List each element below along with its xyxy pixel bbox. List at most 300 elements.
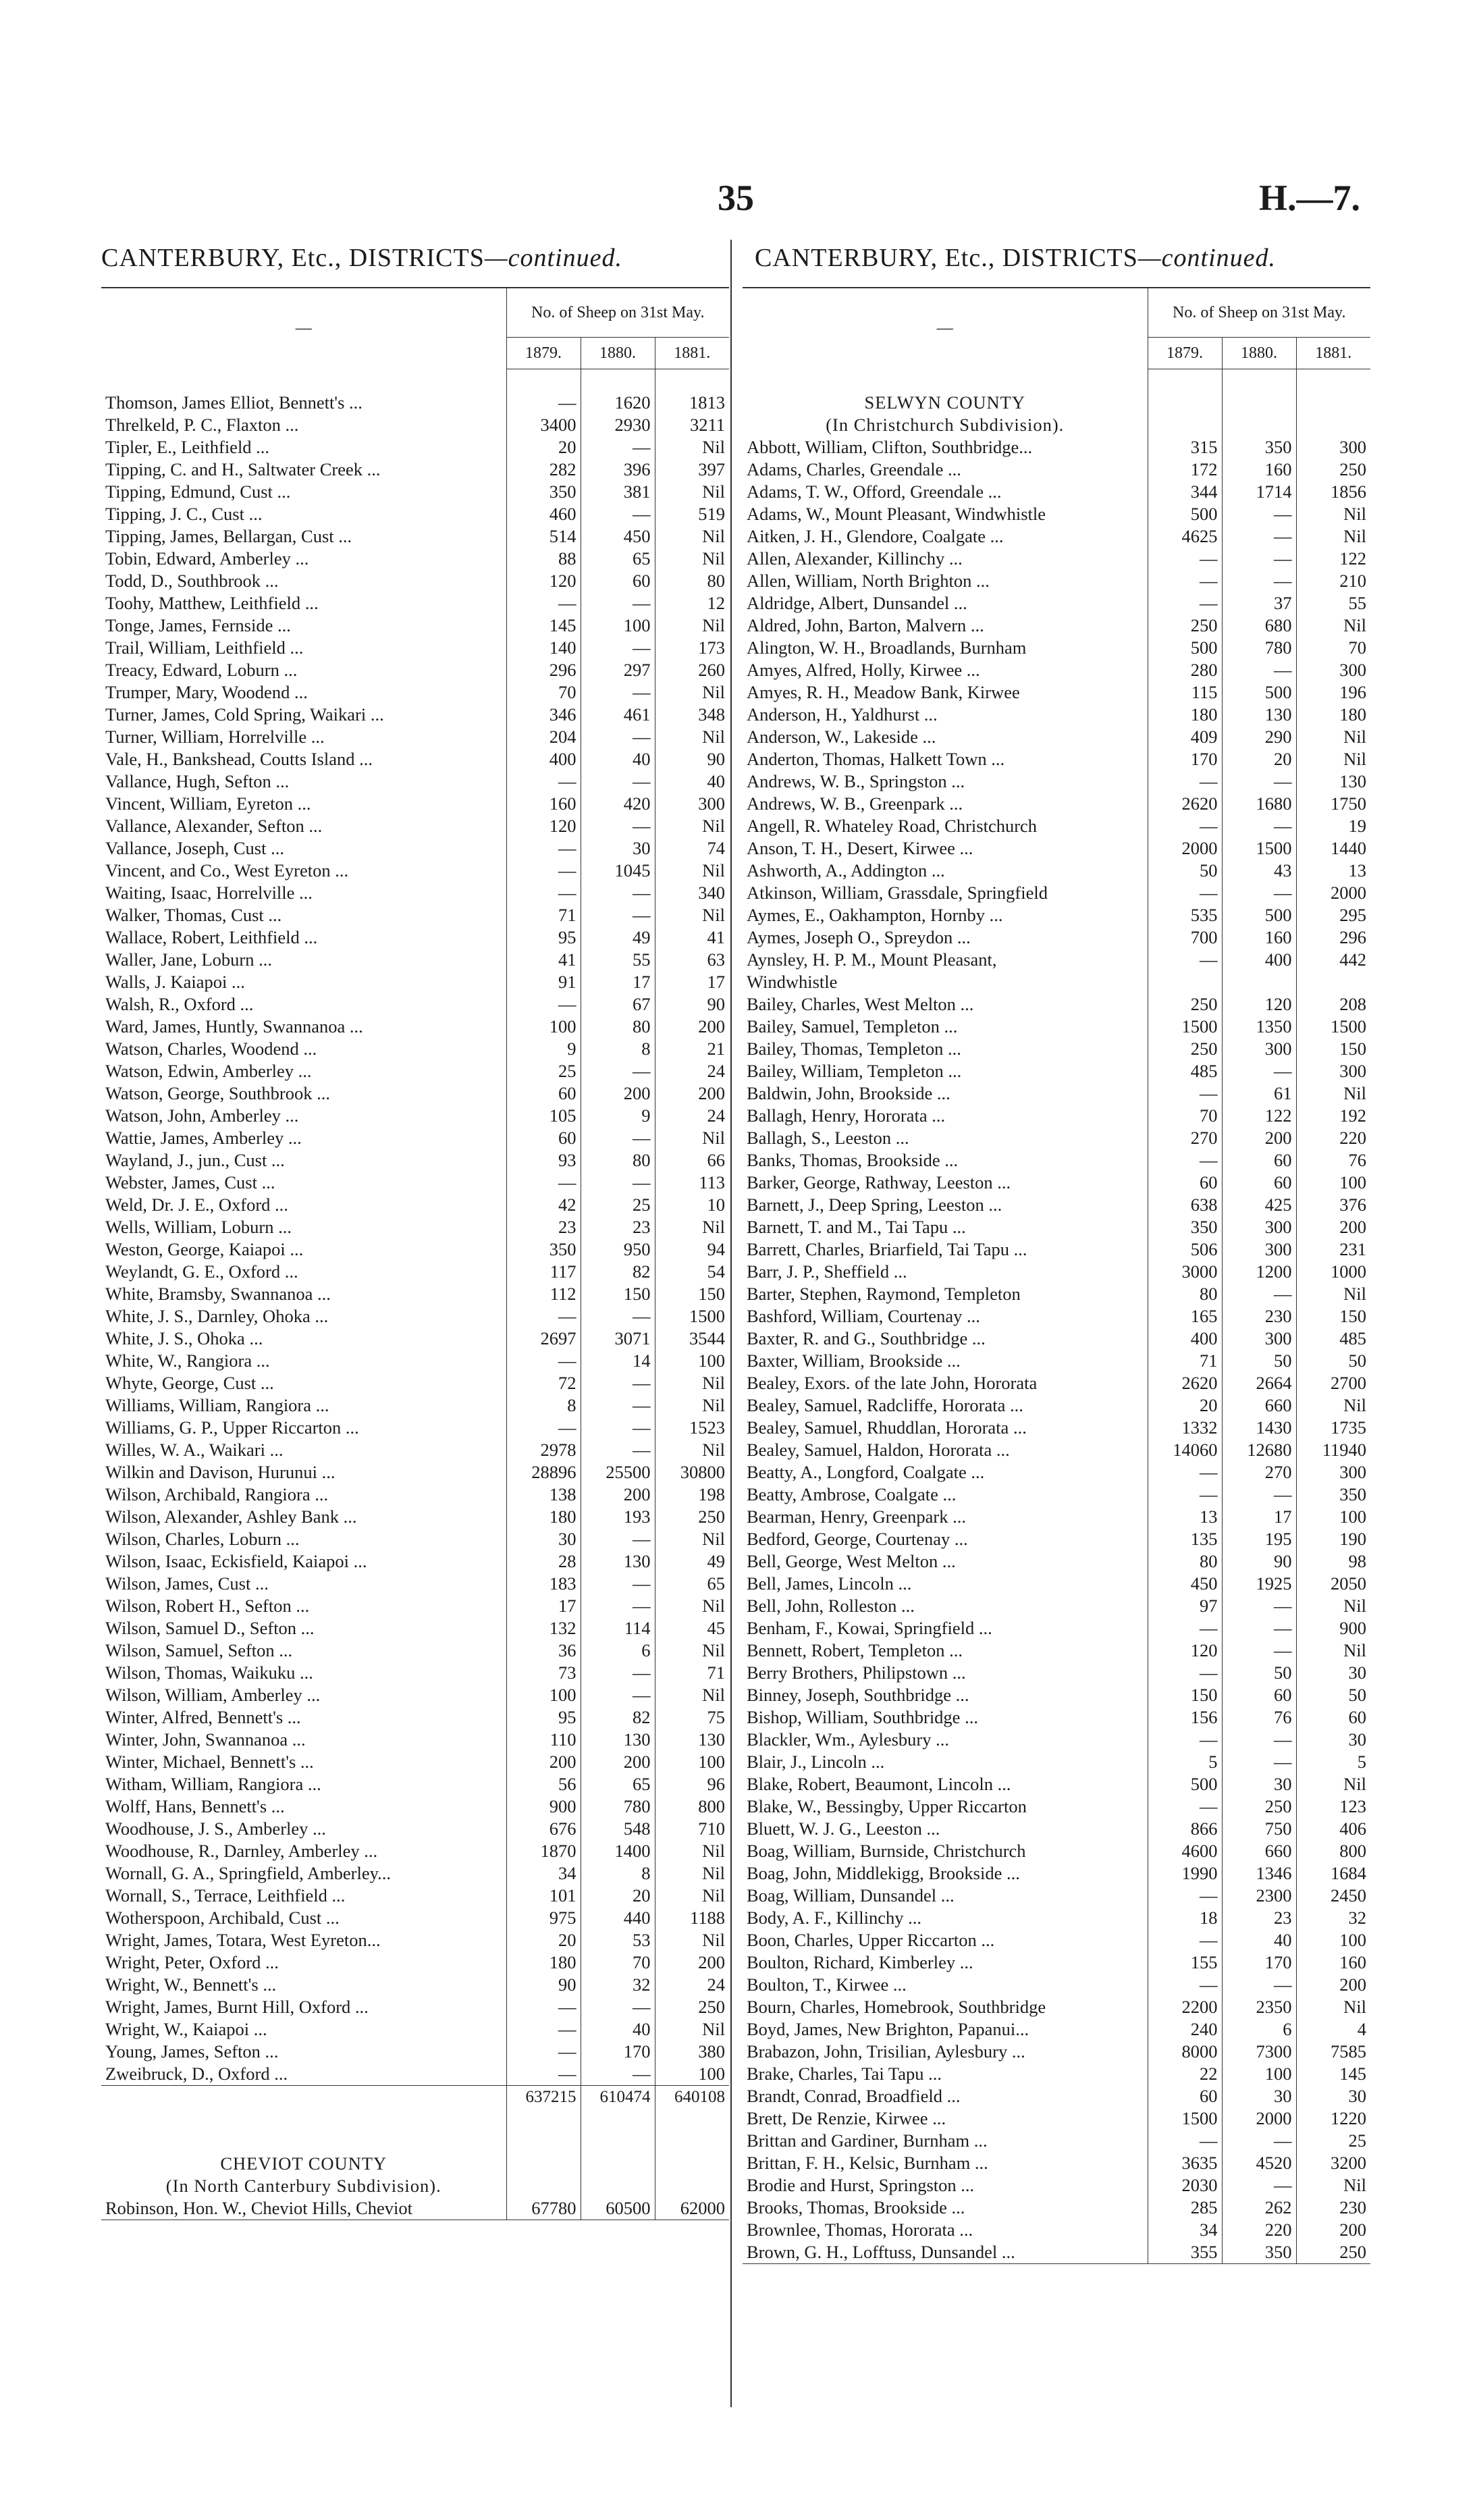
sheep-count-1881: Nil <box>1296 1996 1370 2018</box>
sheep-count-1881: 220 <box>1296 1127 1370 1149</box>
owner-name: Wilson, Thomas, Waikuku ... <box>105 1662 313 1683</box>
sheep-count-1880: 67 <box>581 993 655 1016</box>
sheep-count-1879: 70 <box>1148 1105 1222 1127</box>
table-row <box>743 1350 1370 1372</box>
table-row <box>743 860 1370 882</box>
sheep-count-1880: — <box>581 1573 655 1595</box>
sheep-count-1880: 396 <box>581 458 655 481</box>
owner-name: Brake, Charles, Tai Tapu ... <box>747 2064 942 2084</box>
owner-name: Threlkeld, P. C., Flaxton ... <box>105 415 299 435</box>
table-row <box>743 2107 1370 2130</box>
sheep-count-1881: 200 <box>1296 2219 1370 2241</box>
sheep-count-1881: Nil <box>655 1684 729 1706</box>
sheep-count-1879: — <box>1148 1662 1222 1684</box>
right-year-1881: 1881. <box>1296 338 1370 369</box>
table-row <box>743 637 1370 659</box>
table-row <box>743 2130 1370 2152</box>
sheep-count-1880: 30 <box>1222 2085 1296 2107</box>
table-row <box>743 1238 1370 1261</box>
table-row <box>743 1016 1370 1038</box>
owner-name: Bealey, Exors. of the late John, Hororata <box>747 1373 1038 1393</box>
sheep-count-1881: Nil <box>1296 1394 1370 1417</box>
sheep-count-1880: — <box>1222 770 1296 793</box>
table-row <box>743 1528 1370 1550</box>
owner-name: Tobin, Edward, Amberley ... <box>105 548 309 569</box>
sheep-count-1880: — <box>1222 570 1296 592</box>
owner-name: Brownlee, Thomas, Hororata ... <box>747 2220 973 2240</box>
sheep-count-1880: 450 <box>581 525 655 548</box>
owner-name: Bailey, Thomas, Templeton ... <box>747 1039 961 1059</box>
sheep-count-1881: 122 <box>1296 548 1370 570</box>
sheep-count-1881: 150 <box>655 1283 729 1305</box>
sheep-count-1879: 514 <box>506 525 581 548</box>
left-total-1879: 637215 <box>506 2086 581 2109</box>
table-row <box>743 614 1370 637</box>
sheep-count-1880: 40 <box>581 748 655 770</box>
table-row <box>101 1417 729 1439</box>
sheep-count-1879: 500 <box>1148 1773 1222 1795</box>
cheviot-row-1880: 60500 <box>581 2197 655 2220</box>
sheep-count-1881: 90 <box>655 748 729 770</box>
sheep-count-1881: Nil <box>1296 1283 1370 1305</box>
table-row <box>743 837 1370 860</box>
table-row <box>743 2197 1370 2219</box>
table-row <box>101 1216 729 1238</box>
table-row <box>743 1974 1370 1996</box>
sheep-count-1879: 20 <box>1148 1394 1222 1417</box>
table-row <box>743 548 1370 570</box>
owner-name: Walls, J. Kaiapoi ... <box>105 972 245 992</box>
sheep-count-1881: Nil <box>1296 726 1370 748</box>
sheep-count-1881: 173 <box>655 637 729 659</box>
sheep-count-1880: 65 <box>581 548 655 570</box>
sheep-count-1879: — <box>506 770 581 793</box>
left-table-body <box>101 369 729 2086</box>
sheep-count-1879: — <box>1148 815 1222 837</box>
table-row <box>101 458 729 481</box>
sheep-count-1881: Nil <box>655 436 729 458</box>
owner-name: Wotherspoon, Archibald, Cust ... <box>105 1908 340 1928</box>
table-row <box>743 882 1370 904</box>
sheep-count-1880: 65 <box>581 1773 655 1795</box>
sheep-count-1880: 6 <box>581 1639 655 1662</box>
sheep-count-1881: 24 <box>655 1974 729 1996</box>
sheep-count-1880: 300 <box>1222 1328 1296 1350</box>
left-totals-row <box>101 2086 729 2109</box>
sheep-count-1880: 9 <box>581 1105 655 1127</box>
owner-name: Trumper, Mary, Woodend ... <box>105 682 308 702</box>
right-column <box>743 287 1370 2515</box>
table-row <box>101 1862 729 1885</box>
sheep-count-1880: 8 <box>581 1862 655 1885</box>
sheep-count-1879: 3400 <box>506 414 581 436</box>
sheep-count-1879: 400 <box>506 748 581 770</box>
sheep-count-1879: 296 <box>506 659 581 681</box>
sheep-count-1879: 150 <box>1148 1684 1222 1706</box>
sheep-count-1879: 9 <box>506 1038 581 1060</box>
table-row <box>743 2041 1370 2063</box>
sheep-count-1881: 300 <box>1296 1461 1370 1484</box>
sheep-count-1879: 1990 <box>1148 1862 1222 1885</box>
sheep-count-1879: 3635 <box>1148 2152 1222 2174</box>
owner-name: Willes, W. A., Waikari ... <box>105 1440 284 1460</box>
owner-name: Amyes, Alfred, Holly, Kirwee ... <box>747 660 980 680</box>
sheep-count-1881: 25 <box>1296 2130 1370 2152</box>
sheep-count-1880: — <box>1222 882 1296 904</box>
sheep-count-1880: 2300 <box>1222 1885 1296 1907</box>
sheep-count-1880: 440 <box>581 1907 655 1929</box>
sheep-count-1879: 280 <box>1148 659 1222 681</box>
table-row <box>743 1105 1370 1127</box>
owner-name: Beatty, A., Longford, Coalgate ... <box>747 1462 985 1482</box>
sheep-count-1879: 23 <box>506 1216 581 1238</box>
sheep-count-1881: 198 <box>655 1484 729 1506</box>
sheep-count-1881: 50 <box>1296 1350 1370 1372</box>
sheep-count-1880: — <box>581 1060 655 1082</box>
table-row <box>743 2063 1370 2085</box>
sheep-count-1879: 165 <box>1148 1305 1222 1328</box>
table-row <box>743 2174 1370 2197</box>
owner-name: Turner, James, Cold Spring, Waikari ... <box>105 704 384 725</box>
sheep-count-1880: 150 <box>581 1283 655 1305</box>
sheep-count-1881: 13 <box>1296 860 1370 882</box>
owner-name: Vallance, Hugh, Sefton ... <box>105 771 290 791</box>
sheep-count-1879: 140 <box>506 637 581 659</box>
sheep-count-1881: 11940 <box>1296 1439 1370 1461</box>
sheep-count-1880: 43 <box>1222 860 1296 882</box>
sheep-count-1879: 88 <box>506 548 581 570</box>
sheep-count-1880: 500 <box>1222 681 1296 704</box>
sheep-count-1881: 2000 <box>1296 882 1370 904</box>
sheep-count-1881: 17 <box>655 971 729 993</box>
sheep-count-1880: 25500 <box>581 1461 655 1484</box>
sheep-count-1880: — <box>581 1417 655 1439</box>
sheep-count-1879: 73 <box>506 1662 581 1684</box>
sheep-count-1879: — <box>1148 1149 1222 1172</box>
sheep-count-1879: 20 <box>506 436 581 458</box>
owner-name: Turner, William, Horrelville ... <box>105 727 325 747</box>
table-row <box>743 681 1370 704</box>
table-row <box>743 1127 1370 1149</box>
table-row <box>101 1550 729 1573</box>
sheep-count-1879: 460 <box>506 503 581 525</box>
sheep-count-1879: 13 <box>1148 1506 1222 1528</box>
sheep-count-1880: 195 <box>1222 1528 1296 1550</box>
sheep-count-1880: 3071 <box>581 1328 655 1350</box>
owner-name: Winter, John, Swannanoa ... <box>105 1729 306 1750</box>
owner-name: Weston, George, Kaiapoi ... <box>105 1239 304 1259</box>
sheep-count-1879: — <box>1148 1795 1222 1818</box>
sheep-count-1880: 660 <box>1222 1840 1296 1862</box>
sheep-count-1879: 34 <box>506 1862 581 1885</box>
sheep-count-1880: 130 <box>581 1550 655 1573</box>
table-row <box>101 1194 729 1216</box>
right-table-body <box>743 369 1370 2264</box>
cheviot-county-name: CHEVIOT COUNTY <box>220 2153 387 2174</box>
owner-name: Todd, D., Southbrook ... <box>105 571 279 591</box>
owner-name: Barter, Stephen, Raymond, Templeton <box>747 1284 1021 1304</box>
table-row <box>743 1706 1370 1729</box>
sheep-count-1881: 41 <box>655 926 729 949</box>
table-row <box>101 1016 729 1038</box>
sheep-count-1879: 180 <box>506 1506 581 1528</box>
sheep-count-1880: 262 <box>1222 2197 1296 2219</box>
sheep-count-1880: 120 <box>1222 993 1296 1016</box>
sheep-count-1879: 900 <box>506 1795 581 1818</box>
sheep-count-1879: — <box>506 1350 581 1372</box>
sheep-count-1880: — <box>1222 1595 1296 1617</box>
table-row <box>743 1283 1370 1305</box>
owner-name: Watson, George, Southbrook ... <box>105 1083 331 1103</box>
table-row <box>743 1951 1370 1974</box>
sheep-count-1879: 22 <box>1148 2063 1222 2085</box>
sheep-count-1881: 71 <box>655 1662 729 1684</box>
sheep-count-1880: — <box>581 1595 655 1617</box>
table-row <box>101 1662 729 1684</box>
sheep-count-1880: 160 <box>1222 926 1296 949</box>
owner-name: Anson, T. H., Desert, Kirwee ... <box>747 838 973 858</box>
owner-name: Bealey, Samuel, Rhuddlan, Hororata ... <box>747 1417 1027 1438</box>
sheep-count-1881: 350 <box>1296 1484 1370 1506</box>
sheep-count-1879: 500 <box>1148 637 1222 659</box>
table-row <box>743 525 1370 548</box>
sheep-count-1879: 170 <box>1148 748 1222 770</box>
owner-name: Bishop, William, Southbridge ... <box>747 1707 978 1727</box>
owner-name: Aynsley, H. P. M., Mount Pleasant, <box>747 949 997 970</box>
sheep-count-1881: 32 <box>1296 1907 1370 1929</box>
owner-name: Anderson, H., Yaldhurst ... <box>747 704 938 725</box>
sheep-count-1881: Nil <box>1296 748 1370 770</box>
sheep-count-1880: 80 <box>581 1016 655 1038</box>
owner-name: Watson, John, Amberley ... <box>105 1105 299 1126</box>
owner-name: Berry Brothers, Philipstown ... <box>747 1662 966 1683</box>
sheep-count-1881: 200 <box>655 1082 729 1105</box>
sheep-count-1881: 710 <box>655 1818 729 1840</box>
owner-name: Boag, William, Dunsandel ... <box>747 1885 955 1906</box>
sheep-count-1881: 100 <box>655 2063 729 2086</box>
owner-name: Bailey, Charles, West Melton ... <box>747 994 974 1014</box>
table-row <box>101 1974 729 1996</box>
sheep-count-1879: 17 <box>506 1595 581 1617</box>
sheep-count-1879 <box>1148 971 1222 993</box>
sheep-count-1881: 130 <box>1296 770 1370 793</box>
left-year-1881: 1881. <box>655 338 729 369</box>
sheep-count-1881: Nil <box>655 815 729 837</box>
sheep-count-1881: 12 <box>655 592 729 614</box>
sheep-count-1879: — <box>1148 882 1222 904</box>
sheep-count-1879: 8000 <box>1148 2041 1222 2063</box>
table-row <box>101 525 729 548</box>
owner-name: Witham, William, Rangiora ... <box>105 1774 321 1794</box>
owner-name: Baxter, R. and G., Southbridge ... <box>747 1328 986 1348</box>
sheep-count-1879: 112 <box>506 1283 581 1305</box>
sheep-count-1879: 80 <box>1148 1550 1222 1573</box>
sheep-count-1879: 270 <box>1148 1127 1222 1149</box>
table-row <box>101 1305 729 1328</box>
owner-name: Wright, W., Bennett's ... <box>105 1974 277 1995</box>
owner-name: Vincent, William, Eyreton ... <box>105 793 311 814</box>
table-row <box>743 1907 1370 1929</box>
table-row <box>743 926 1370 949</box>
sheep-count-1880: — <box>1222 815 1296 837</box>
owner-name: Bell, James, Lincoln ... <box>747 1573 912 1594</box>
table-row <box>101 1773 729 1795</box>
table-row <box>743 1328 1370 1350</box>
owner-name: Ballagh, S., Leeston ... <box>747 1128 909 1148</box>
table-row <box>101 1461 729 1484</box>
sheep-count-1879: 535 <box>1148 904 1222 926</box>
owner-name: Aitken, J. H., Glendore, Coalgate ... <box>747 526 1004 546</box>
column-divider <box>730 240 732 2407</box>
sheep-count-1881: 70 <box>1296 637 1370 659</box>
sheep-count-1879: — <box>1148 1885 1222 1907</box>
sheep-count-1879: 200 <box>506 1751 581 1773</box>
owner-name: Boulton, Richard, Kimberley ... <box>747 1952 973 1972</box>
sheep-count-1880: 250 <box>1222 1795 1296 1818</box>
page-number: 35 <box>718 178 754 218</box>
sheep-count-1880: 270 <box>1222 1461 1296 1484</box>
sheep-count-1879: 2697 <box>506 1328 581 1350</box>
sheep-count-1881: 10 <box>655 1194 729 1216</box>
owner-name: Wornall, S., Terrace, Leithfield ... <box>105 1885 346 1906</box>
owner-name: Binney, Joseph, Southbridge ... <box>747 1685 969 1705</box>
sheep-count-1881: Nil <box>1296 1595 1370 1617</box>
owner-name: Thomson, James Elliot, Bennett's ... <box>105 392 363 413</box>
sheep-count-1881: 66 <box>655 1149 729 1172</box>
owner-name: Bedford, George, Courtenay ... <box>747 1529 968 1549</box>
sheep-count-1879: 409 <box>1148 726 1222 748</box>
sheep-count-1881: Nil <box>655 1216 729 1238</box>
table-row <box>743 1172 1370 1194</box>
sheep-count-1881: Nil <box>655 726 729 748</box>
sheep-count-1880: — <box>1222 1060 1296 1082</box>
table-row <box>101 1105 729 1127</box>
sheep-count-1879: — <box>506 993 581 1016</box>
table-row <box>101 882 729 904</box>
table-row <box>101 770 729 793</box>
table-row <box>101 436 729 458</box>
owner-name: Weylandt, G. E., Oxford ... <box>105 1261 298 1282</box>
left-title-suffix: —continued. <box>484 244 622 272</box>
sheep-count-1879: 60 <box>1148 2085 1222 2107</box>
sheep-count-1879: — <box>506 1417 581 1439</box>
sheep-count-1881: Nil <box>655 548 729 570</box>
sheep-count-1880: 30 <box>1222 1773 1296 1795</box>
table-row <box>743 1795 1370 1818</box>
sheep-count-1879: 115 <box>1148 681 1222 704</box>
sheep-count-1879: 2200 <box>1148 1996 1222 2018</box>
sheep-count-1881: 180 <box>1296 704 1370 726</box>
owner-name: Winter, Alfred, Bennett's ... <box>105 1707 301 1727</box>
table-row <box>743 1818 1370 1840</box>
owner-name: Brodie and Hurst, Springston ... <box>747 2175 975 2195</box>
owner-name: Wornall, G. A., Springfield, Amberley... <box>105 1863 392 1883</box>
table-row <box>101 1127 729 1149</box>
sheep-count-1879: — <box>506 1305 581 1328</box>
owner-name: Banks, Thomas, Brookside ... <box>747 1150 959 1170</box>
sheep-count-1879: — <box>1148 570 1222 592</box>
owner-name: Bluett, W. J. G., Leeston ... <box>747 1818 940 1839</box>
sheep-count-1879: 180 <box>1148 704 1222 726</box>
owner-name: Weld, Dr. J. E., Oxford ... <box>105 1195 288 1215</box>
sheep-count-1880: — <box>1222 659 1296 681</box>
sheep-count-1881: 145 <box>1296 2063 1370 2085</box>
owner-name: Boon, Charles, Upper Riccarton ... <box>747 1930 995 1950</box>
sheep-count-1881: 1684 <box>1296 1862 1370 1885</box>
owner-name: Brittan and Gardiner, Burnham ... <box>747 2130 988 2151</box>
sheep-count-1881: 208 <box>1296 993 1370 1016</box>
owner-name: Anderton, Thomas, Halkett Town ... <box>747 749 1005 769</box>
sheep-count-1879: 160 <box>506 793 581 815</box>
sheep-count-1879: 41 <box>506 949 581 971</box>
sheep-count-1880: — <box>581 1172 655 1194</box>
sheep-count-1880: 60 <box>1222 1684 1296 1706</box>
table-row <box>743 1038 1370 1060</box>
sheep-count-1880: — <box>581 2063 655 2086</box>
sheep-count-1880: 23 <box>1222 1907 1296 1929</box>
sheep-count-1881: 98 <box>1296 1550 1370 1573</box>
sheep-count-1879: 30 <box>506 1528 581 1550</box>
sheep-count-1880: 170 <box>581 2041 655 2063</box>
owner-name: Barker, George, Rathway, Leeston ... <box>747 1172 1011 1192</box>
sheep-count-1880: 53 <box>581 1929 655 1951</box>
sheep-count-1879: 120 <box>1148 1639 1222 1662</box>
table-row <box>101 1951 729 1974</box>
owner-name: Tipler, E., Leithfield ... <box>105 437 270 457</box>
sheep-count-1879: — <box>1148 592 1222 614</box>
table-row <box>743 704 1370 726</box>
sheep-count-1881: 1750 <box>1296 793 1370 815</box>
owner-name: Boyd, James, New Brighton, Papanui... <box>747 2019 1029 2039</box>
sheep-count-1880: 1500 <box>1222 837 1296 860</box>
sheep-count-1879: 400 <box>1148 1328 1222 1350</box>
sheep-count-1881: 30 <box>1296 1662 1370 1684</box>
owner-name: Watson, Edwin, Amberley ... <box>105 1061 312 1081</box>
owner-name: Bearman, Henry, Greenpark ... <box>747 1506 966 1527</box>
table-row <box>743 2219 1370 2241</box>
sheep-count-1881: 485 <box>1296 1328 1370 1350</box>
sheep-count-1881: 74 <box>655 837 729 860</box>
sheep-count-1880: 500 <box>1222 904 1296 926</box>
owner-name: Aldred, John, Barton, Malvern ... <box>747 615 984 635</box>
table-row <box>743 659 1370 681</box>
right-title-suffix: —continued. <box>1137 244 1276 272</box>
sheep-count-1880: 1680 <box>1222 793 1296 815</box>
sheep-count-1879: 145 <box>506 614 581 637</box>
sheep-count-1880: 17 <box>1222 1506 1296 1528</box>
sheep-count-1880: 300 <box>1222 1038 1296 1060</box>
cheviot-row-1881: 62000 <box>655 2197 729 2220</box>
table-row <box>101 2041 729 2063</box>
sheep-count-1879: 34 <box>1148 2219 1222 2241</box>
owner-name: Bell, John, Rolleston ... <box>747 1596 915 1616</box>
sheep-count-1879: 28 <box>506 1550 581 1573</box>
sheep-count-1880: 300 <box>1222 1216 1296 1238</box>
owner-name: Wilson, Samuel, Sefton ... <box>105 1640 293 1660</box>
table-row <box>101 993 729 1016</box>
sheep-count-1879: — <box>1148 1729 1222 1751</box>
sheep-count-1880: 7300 <box>1222 2041 1296 2063</box>
sheep-count-1879: — <box>1148 1082 1222 1105</box>
sheep-count-1881: Nil <box>655 614 729 637</box>
owner-name: Tipping, C. and H., Saltwater Creek ... <box>105 459 381 479</box>
sheep-count-1881: 1735 <box>1296 1417 1370 1439</box>
sheep-count-1880: — <box>1222 1639 1296 1662</box>
sheep-count-1879: 60 <box>506 1127 581 1149</box>
owner-name: Brandt, Conrad, Broadfield ... <box>747 2086 961 2106</box>
sheep-count-1881: 340 <box>655 882 729 904</box>
sheep-count-1881: 90 <box>655 993 729 1016</box>
